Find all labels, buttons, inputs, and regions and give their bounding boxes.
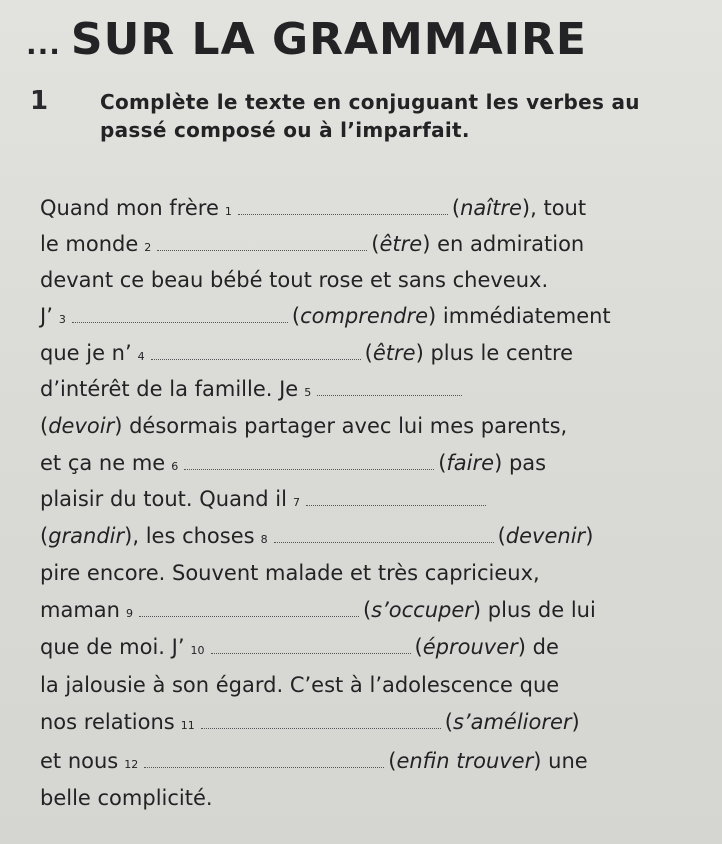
text-line-4: J’ 3 ( comprendre ) immédiatement (40, 296, 690, 336)
text-segment: désormais partager avec lui mes parents, (122, 414, 568, 438)
text-segment: pire encore. Souvent malade et très capricieux, (40, 561, 540, 585)
text-line-17 (40, 778, 690, 818)
text-line-8: et ça ne me 6 ( faire ) pas (40, 443, 690, 483)
answer-blank-1[interactable] (238, 188, 448, 215)
blank-number: 10 (190, 644, 205, 657)
section-header (26, 14, 587, 65)
text-segment: devant ce beau bébé tout rose et sans cheveux. (40, 268, 549, 292)
blank-number: 5 (304, 386, 312, 399)
text-line-11 (40, 553, 690, 593)
verb-hint: faire (446, 451, 495, 475)
text-segment: plaisir du tout. Quand il (40, 487, 287, 511)
text-segment: en admiration (430, 232, 585, 256)
text-segment: belle complicité. (40, 786, 213, 810)
blank-number: 6 (171, 460, 179, 473)
text-segment: , les choses (132, 524, 255, 548)
verb-hint: devoir (48, 414, 115, 438)
answer-blank-9[interactable] (139, 590, 359, 617)
text-segment: et ça ne me (40, 451, 166, 475)
text-segment: pas (502, 451, 547, 475)
verb-hint: être (379, 232, 423, 256)
blank-number: 2 (144, 241, 152, 254)
text-line-3 (40, 260, 690, 300)
text-segment: que de moi. J’ (40, 635, 185, 659)
text-line-13: que de moi. J’ 10 ( éprouver ) de (40, 627, 690, 667)
answer-blank-4[interactable] (151, 333, 361, 360)
answer-blank-3[interactable] (72, 296, 288, 323)
text-line-15: nos relations 11 ( s’améliorer ) (40, 702, 690, 742)
blank-number: 9 (125, 607, 133, 620)
verb-hint: enfin trouver (396, 749, 534, 773)
blank-number: 12 (124, 758, 139, 771)
text-line-1: Quand mon frère 1 ( naître ) , tout (40, 188, 690, 228)
blank-number: 3 (58, 313, 66, 326)
verb-hint: éprouver (422, 635, 518, 659)
text-segment: Quand mon frère (40, 196, 219, 220)
text-segment: J’ (40, 304, 53, 328)
answer-blank-6[interactable] (184, 443, 434, 470)
text-segment: d’intérêt de la famille. Je (40, 377, 299, 401)
verb-hint: être (372, 341, 416, 365)
text-line-9 (40, 479, 690, 519)
answer-blank-10[interactable] (211, 627, 411, 654)
blank-number: 8 (260, 533, 268, 546)
text-line-10: ( grandir ) , les choses 8 ( devenir ) (40, 516, 690, 556)
section-title: SUR LA GRAMMAIRE (70, 14, 587, 65)
text-line-6 (40, 369, 690, 409)
verb-hint: s’occuper (371, 598, 473, 622)
text-line-2: le monde 2 ( être ) en admiration (40, 224, 690, 264)
text-segment: la jalousie à son égard. C’est à l’adolescence que (40, 673, 560, 697)
text-line-16: et nous 12 ( enfin trouver ) une (40, 741, 690, 781)
header-dots: ... (26, 28, 61, 61)
verb-hint: grandir (48, 524, 125, 548)
exercise-instruction: Complète le texte en conjuguant les verbes au passé composé ou à l’imparfait. (100, 90, 640, 142)
blank-number: 1 (224, 205, 232, 218)
text-segment: immédiatement (436, 304, 611, 328)
verb-hint: devenir (505, 524, 586, 548)
answer-blank-7[interactable] (306, 479, 486, 506)
text-segment: plus de lui (481, 598, 596, 622)
text-segment: que je n’ (40, 341, 132, 365)
blank-number: 4 (137, 350, 145, 363)
exercise-number: 1 (30, 86, 49, 116)
text-line-14 (40, 665, 690, 705)
text-segment: , tout (530, 196, 587, 220)
text-segment: nos relations (40, 710, 175, 734)
answer-blank-2[interactable] (157, 224, 367, 251)
text-segment: maman (40, 598, 120, 622)
answer-blank-11[interactable] (201, 702, 441, 729)
text-segment: le monde (40, 232, 139, 256)
verb-hint: comprendre (300, 304, 429, 328)
text-line-7: ( devoir ) désormais partager avec lui mes parents, (40, 406, 690, 446)
text-segment: de (525, 635, 559, 659)
text-line-12: maman 9 ( s’occuper ) plus de lui (40, 590, 690, 630)
blank-number: 11 (180, 719, 195, 732)
text-segment: une (541, 749, 588, 773)
answer-blank-8[interactable] (274, 516, 494, 543)
answer-blank-5[interactable] (317, 369, 462, 396)
text-segment: et nous (40, 749, 119, 773)
answer-blank-12[interactable] (144, 741, 384, 768)
verb-hint: naître (460, 196, 522, 220)
blank-number: 7 (292, 496, 300, 509)
verb-hint: s’améliorer (452, 710, 572, 734)
text-segment: plus le centre (423, 341, 574, 365)
text-line-5: que je n’ 4 ( être ) plus le centre (40, 333, 690, 373)
